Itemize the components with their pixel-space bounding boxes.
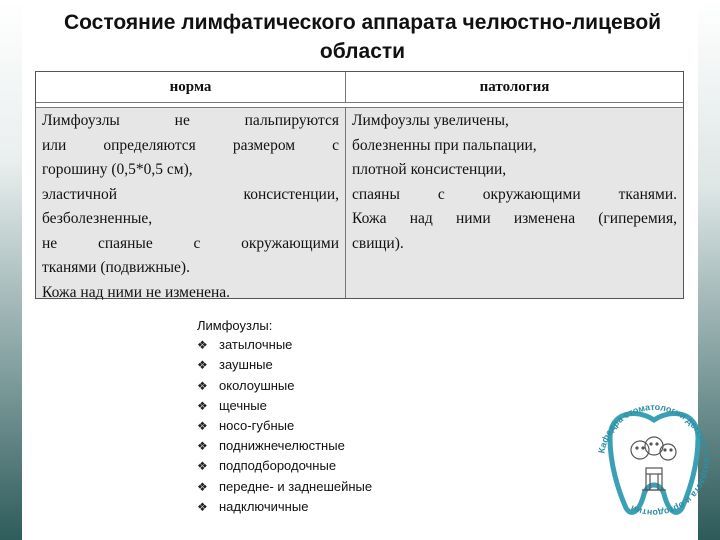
norm-line: горошину (0,5*0,5 см), (42, 161, 193, 178)
list-item-label: поднижнечелюстные (219, 438, 345, 454)
norm-line: Лимфоузлы не пальпируются (42, 112, 339, 129)
pathology-line: свищи). (352, 234, 404, 252)
list-item-label: подподбородочные (219, 458, 337, 474)
bullet-icon: ❖ (197, 398, 208, 413)
bullet-icon: ❖ (197, 358, 208, 373)
page-title: Состояние лимфатического аппарата челюстно-лицевой области (63, 11, 662, 63)
list-item (197, 436, 372, 456)
list-item-label: передне- и заднешейные (219, 478, 373, 494)
list-item-label: надключичные (219, 498, 309, 514)
bullet-icon: ❖ (197, 378, 208, 393)
header-pathology: патология (346, 72, 683, 103)
logo-ring-text: Кафедра стоматологии детского возраста и ортодонтии (596, 401, 713, 519)
header-norm: норма (36, 72, 346, 103)
list-item (197, 355, 372, 375)
list-heading: Лимфоузлы: (197, 318, 273, 333)
pathology-line: спаяны с окружающими тканями. (352, 185, 677, 203)
list-item (197, 376, 372, 396)
pathology-line: Кожа над ними изменена (гиперемия, (352, 210, 677, 227)
pathology-cell (346, 108, 683, 298)
comparison-table (35, 71, 684, 299)
lymph-node-list (197, 316, 372, 517)
list-item (197, 477, 372, 497)
bullet-icon: ❖ (197, 499, 208, 514)
list-item-label: заушные (219, 357, 273, 373)
bullet-icon: ❖ (197, 419, 208, 434)
norm-line: или определяются размером с (42, 136, 339, 154)
norm-line: Кожа над ними не изменена. (42, 283, 231, 301)
norm-cell (36, 108, 346, 301)
list-item (197, 497, 372, 517)
bullet-icon: ❖ (197, 338, 208, 353)
norm-line: не спаяные с окружающими (42, 234, 339, 252)
norm-line: эластичной консистенции, (42, 185, 339, 203)
department-logo (592, 398, 716, 522)
pathology-line: Лимфоузлы увеличены, (352, 112, 509, 129)
pathology-line: плотной консистенции, (352, 161, 507, 178)
left-decor-band (0, 0, 22, 540)
bullet-icon: ❖ (197, 439, 208, 454)
list-item-label: околоушные (219, 377, 295, 393)
list-item (197, 396, 372, 416)
list-item-label: затылочные (219, 337, 293, 353)
bullet-icon: ❖ (197, 479, 208, 494)
list-item (197, 416, 372, 436)
pathology-line: болезненны при пальпации, (352, 136, 537, 154)
list-item (197, 456, 372, 476)
norm-line: тканями (подвижные). (42, 259, 190, 276)
bullet-icon: ❖ (197, 459, 208, 474)
list-item-label: щечные (219, 397, 267, 413)
list-item-label: носо-губные (219, 418, 295, 434)
list-item (197, 335, 372, 355)
norm-line: безболезненные, (42, 210, 153, 227)
